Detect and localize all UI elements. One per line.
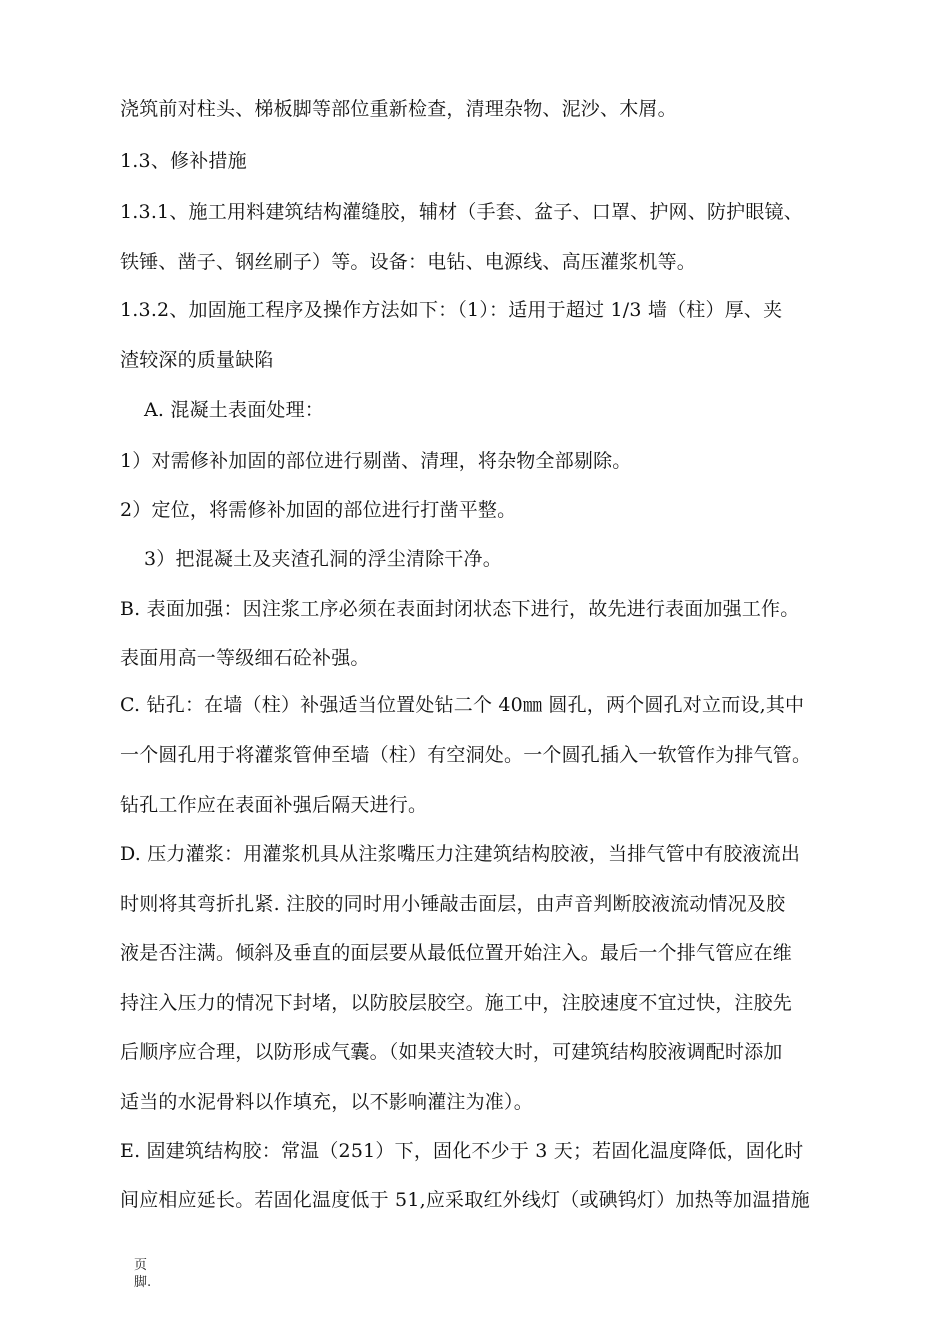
section-heading: 1.3、修补措施 [120, 150, 247, 172]
body-line: 钻孔工作应在表面补强后隔天进行。 [120, 794, 428, 816]
body-line: 2）定位，将需修补加固的部位进行打凿平整。 [120, 499, 517, 521]
body-line: 表面用高一等级细石砼补强。 [120, 647, 370, 669]
body-line: 1.3.2、加固施工程序及操作方法如下：（1）：适用于超过 1/3 墙（柱）厚、夹 [120, 299, 783, 321]
body-line: 适当的水泥骨料以作填充，以不影响灌注为准）。 [120, 1091, 533, 1113]
footer-line-1: 页 [134, 1258, 148, 1273]
body-line: D. 压力灌浆：用灌浆机具从注浆嘴压力注建筑结构胶液，当排气管中有胶液流出 [120, 843, 801, 865]
body-line: 液是否注满。倾斜及垂直的面层要从最低位置开始注入。最后一个排气管应在维 [120, 942, 793, 964]
body-line: 1）对需修补加固的部位进行剔凿、清理，将杂物全部剔除。 [120, 450, 632, 472]
body-line: 时则将其弯折扎紧. 注胶的同时用小锤敲击面层，由声音判断胶液流动情况及胶 [120, 893, 786, 915]
body-line: 后顺序应合理，以防形成气囊。（如果夹渣较大时，可建筑结构胶液调配时添加 [120, 1041, 783, 1063]
body-line: 浇筑前对柱头、梯板脚等部位重新检查，清理杂物、泥沙、木屑。 [120, 98, 677, 120]
body-line: 铁锤、凿子、钢丝刷子）等。设备：电钻、电源线、高压灌浆机等。 [120, 251, 697, 273]
body-line: 3）把混凝土及夹渣孔洞的浮尘清除干净。 [144, 548, 502, 570]
body-line: 间应相应延长。若固化温度低于 51,应采取红外线灯（或碘钨灯）加热等加温措施 [120, 1189, 810, 1211]
body-line: 一个圆孔用于将灌浆管伸至墙（柱）有空洞处。一个圆孔插入一软管作为排气管。 [120, 744, 812, 766]
body-line: 持注入压力的情况下封堵，以防胶层胶空。施工中，注胶速度不宜过快，注胶先 [120, 992, 793, 1014]
body-line: 1.3.1、施工用料建筑结构灌缝胶，辅材（手套、盆子、口罩、护网、防护眼镜、 [120, 201, 803, 223]
body-line: 渣较深的质量缺陷 [120, 349, 274, 371]
body-line: C. 钻孔：在墙（柱）补强适当位置处钻二个 40㎜ 圆孔，两个圆孔对立而设,其中 [120, 694, 805, 716]
footer-line-2: 脚. [134, 1275, 152, 1290]
body-line: E. 固建筑结构胶：常温（251）下，固化不少于 3 天；若固化温度降低，固化时 [120, 1140, 804, 1162]
subheading-a: A. 混凝土表面处理： [144, 399, 325, 421]
body-line: B. 表面加强：因注浆工序必须在表面封闭状态下进行，故先进行表面加强工作。 [120, 598, 800, 620]
